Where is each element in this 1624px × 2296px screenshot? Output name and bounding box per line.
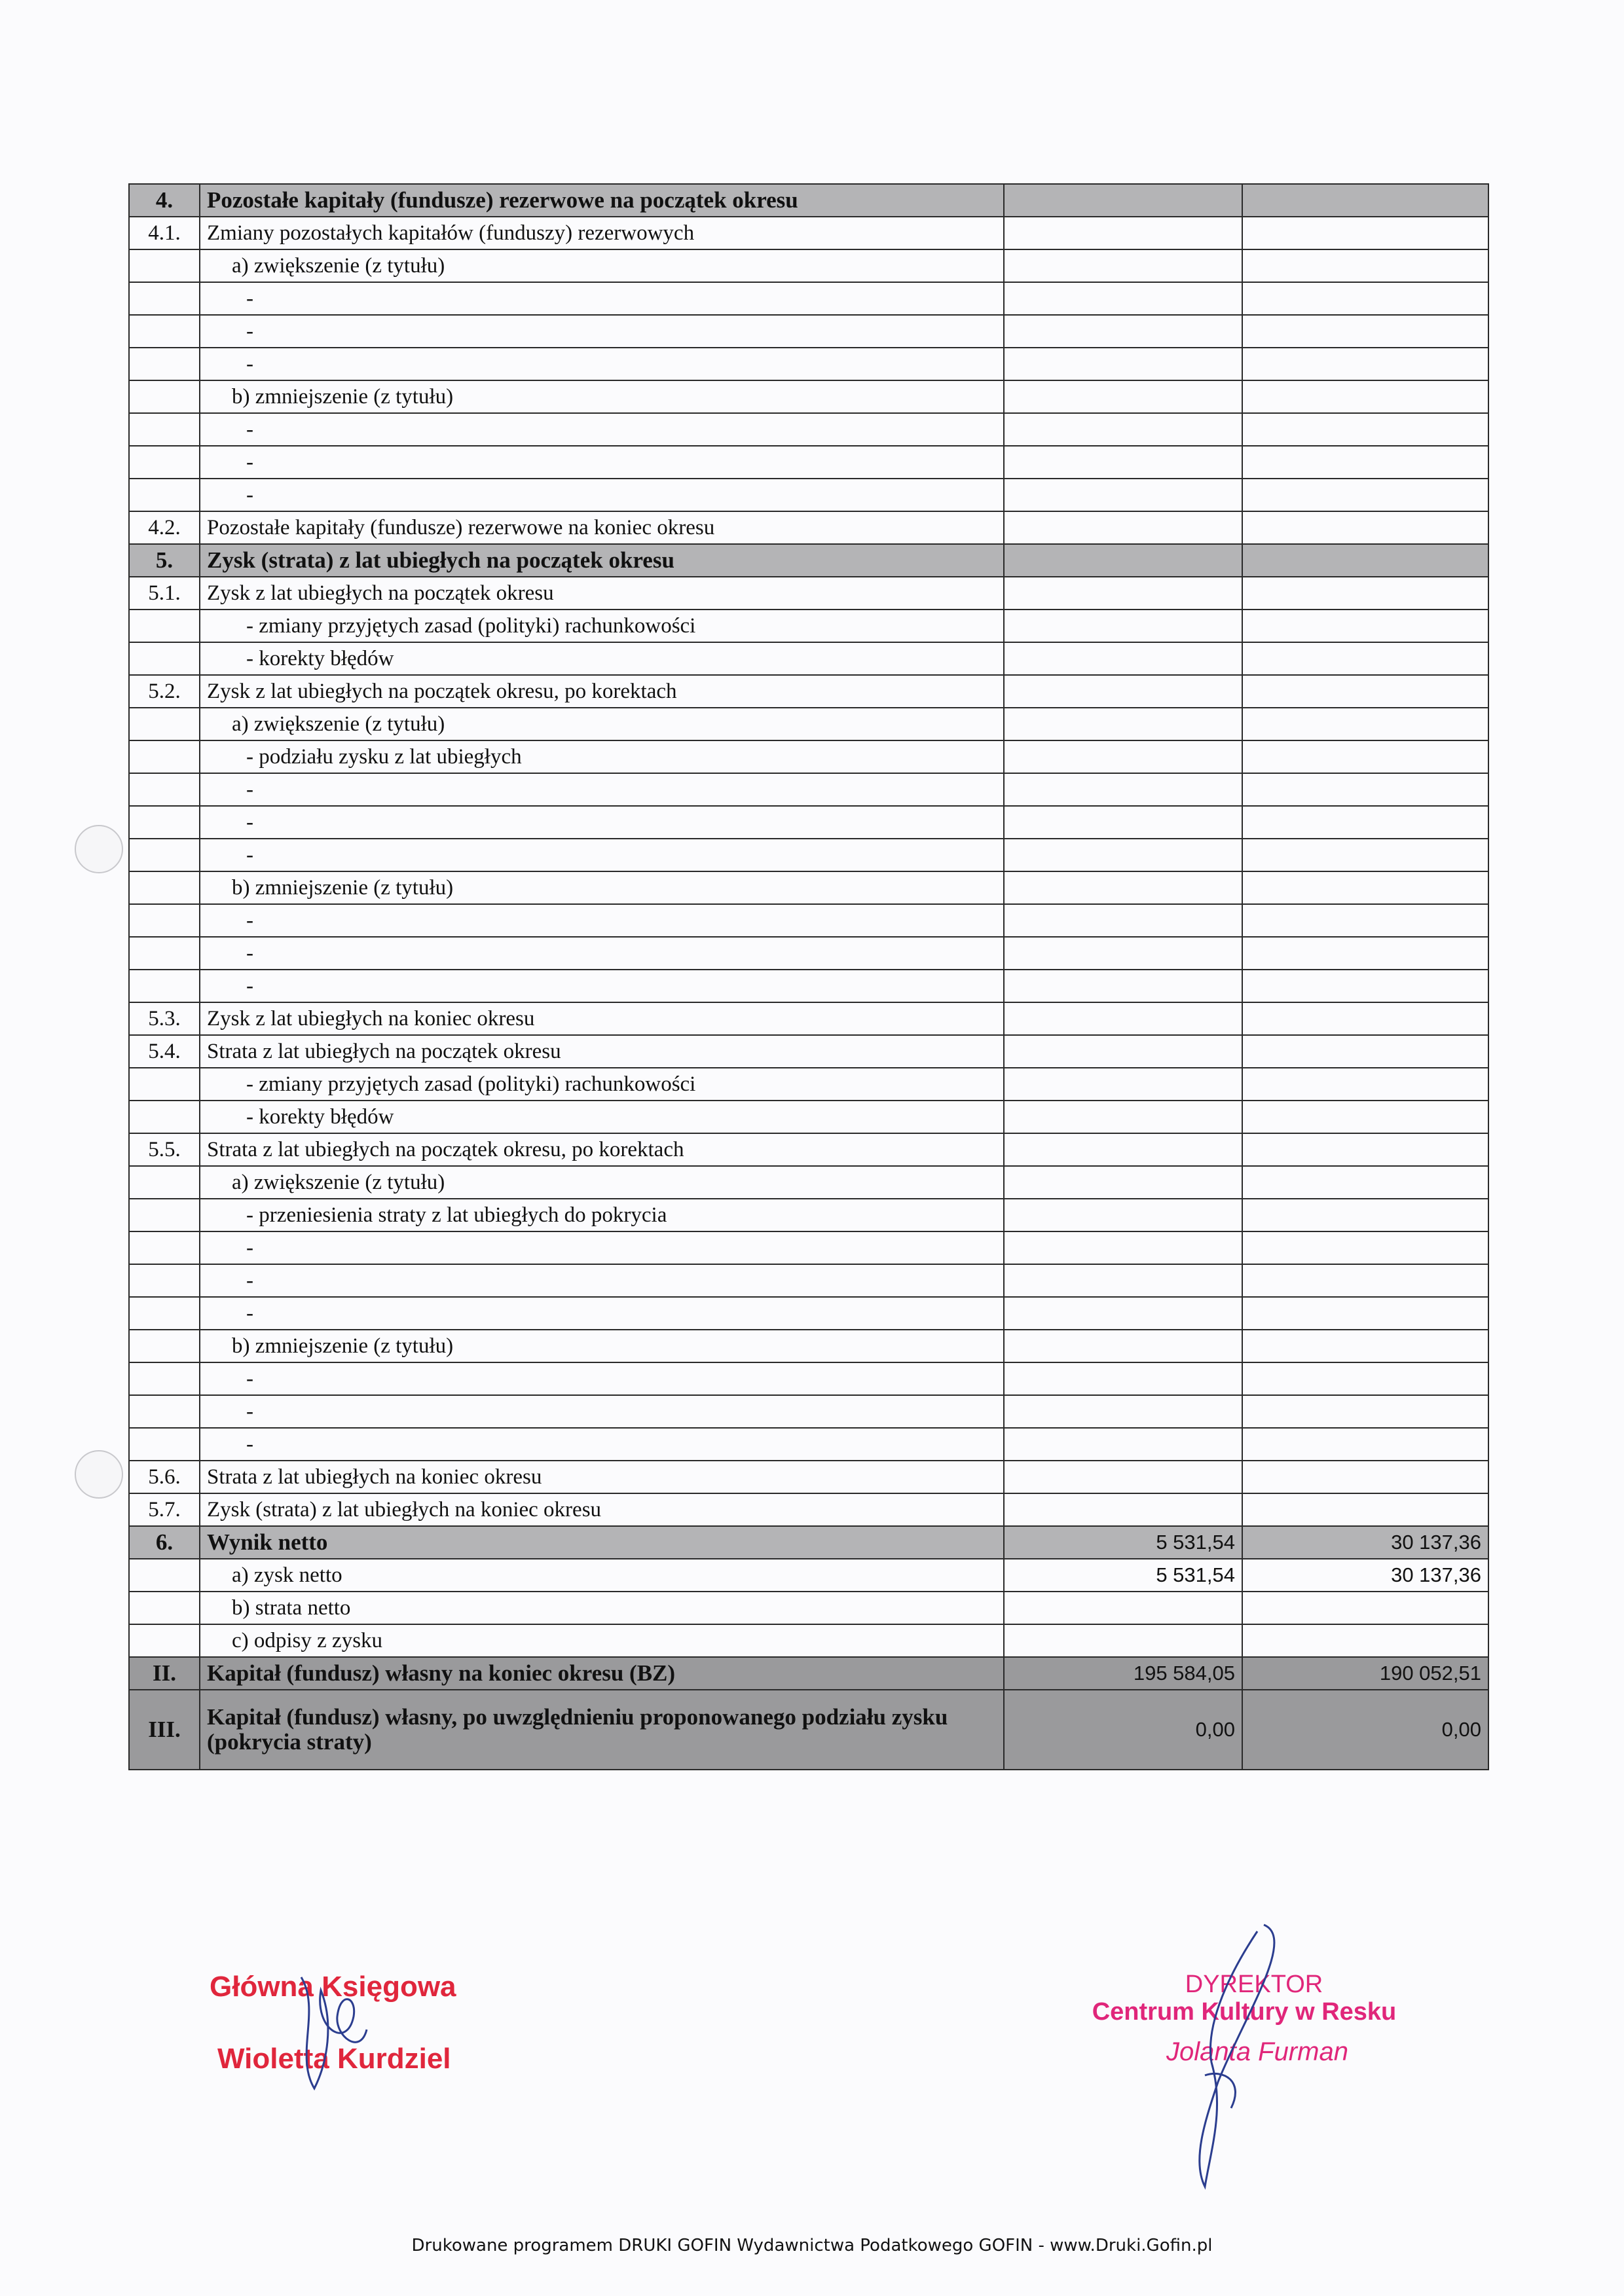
current-year-value-cell — [1004, 577, 1242, 610]
previous-year-value-cell — [1242, 740, 1488, 773]
accountant-stamp-title: Główna Księgowa — [210, 1971, 456, 2003]
current-year-value-cell — [1004, 904, 1242, 937]
current-year-value-cell — [1004, 1493, 1242, 1526]
director-signature — [1166, 1912, 1297, 2206]
row-number-cell — [129, 904, 200, 937]
table-row — [129, 1526, 1488, 1559]
table-row — [129, 380, 1488, 413]
table-row — [129, 1264, 1488, 1297]
row-number-cell — [129, 1362, 200, 1395]
row-number-cell — [129, 839, 200, 871]
table-row — [129, 871, 1488, 904]
current-year-value-cell — [1004, 479, 1242, 511]
current-year-value-cell — [1004, 970, 1242, 1002]
current-year-value-cell — [1004, 839, 1242, 871]
table-row — [129, 282, 1488, 315]
current-year-value-cell — [1004, 1231, 1242, 1264]
row-label-cell: Kapitał (fundusz) własny, po uwzględnieniu proponowanego podziału zysku (pokrycia straty) — [200, 1690, 1004, 1770]
previous-year-value-cell — [1242, 970, 1488, 1002]
row-number-cell — [129, 970, 200, 1002]
current-year-value-cell — [1004, 1428, 1242, 1461]
row-number-cell — [129, 413, 200, 446]
previous-year-value-cell — [1242, 708, 1488, 740]
current-year-value-cell — [1004, 1101, 1242, 1133]
row-label-cell: - — [200, 970, 1004, 1002]
table-row — [129, 479, 1488, 511]
table-row — [129, 315, 1488, 348]
table-row — [129, 839, 1488, 871]
row-number-cell — [129, 1297, 200, 1330]
previous-year-value-cell — [1242, 1461, 1488, 1493]
previous-year-value-cell — [1242, 642, 1488, 675]
row-label-cell: a) zwiększenie (z tytułu) — [200, 249, 1004, 282]
previous-year-value-cell — [1242, 1592, 1488, 1624]
previous-year-value-cell — [1242, 544, 1488, 577]
director-stamp-name: Jolanta Furman — [1166, 2037, 1348, 2066]
row-number-cell — [129, 479, 200, 511]
current-year-value-cell — [1004, 1035, 1242, 1068]
previous-year-value-cell — [1242, 511, 1488, 544]
row-label-cell: b) zmniejszenie (z tytułu) — [200, 871, 1004, 904]
current-year-value-cell — [1004, 1461, 1242, 1493]
current-year-value-cell — [1004, 184, 1242, 217]
previous-year-value-cell: 30 137,36 — [1242, 1526, 1488, 1559]
row-label-cell: b) zmniejszenie (z tytułu) — [200, 380, 1004, 413]
row-label-cell: b) zmniejszenie (z tytułu) — [200, 1330, 1004, 1362]
row-label-cell: - — [200, 479, 1004, 511]
row-label-cell: - — [200, 773, 1004, 806]
row-number-cell: 5.2. — [129, 675, 200, 708]
row-label-cell: Strata z lat ubiegłych na początek okresu — [200, 1035, 1004, 1068]
row-number-cell — [129, 1068, 200, 1101]
current-year-value-cell — [1004, 1199, 1242, 1231]
previous-year-value-cell — [1242, 1493, 1488, 1526]
row-label-cell: - — [200, 282, 1004, 315]
previous-year-value-cell: 30 137,36 — [1242, 1559, 1488, 1592]
row-label-cell: - — [200, 1231, 1004, 1264]
row-label-cell: - — [200, 446, 1004, 479]
row-number-cell: 5.4. — [129, 1035, 200, 1068]
row-label-cell: - zmiany przyjętych zasad (polityki) rachunkowości — [200, 610, 1004, 642]
row-number-cell: 5.3. — [129, 1002, 200, 1035]
row-number-cell — [129, 708, 200, 740]
previous-year-value-cell — [1242, 1330, 1488, 1362]
previous-year-value-cell — [1242, 773, 1488, 806]
row-number-cell — [129, 806, 200, 839]
previous-year-value-cell — [1242, 937, 1488, 970]
table-row — [129, 184, 1488, 217]
row-number-cell — [129, 1624, 200, 1657]
row-number-cell: 5.5. — [129, 1133, 200, 1166]
previous-year-value-cell — [1242, 1002, 1488, 1035]
previous-year-value-cell — [1242, 610, 1488, 642]
previous-year-value-cell — [1242, 871, 1488, 904]
row-label-cell: - — [200, 1297, 1004, 1330]
table-row — [129, 348, 1488, 380]
previous-year-value-cell — [1242, 184, 1488, 217]
row-number-cell — [129, 937, 200, 970]
row-number-cell: 4.2. — [129, 511, 200, 544]
current-year-value-cell: 195 584,05 — [1004, 1657, 1242, 1690]
row-label-cell: Zysk (strata) z lat ubiegłych na koniec okresu — [200, 1493, 1004, 1526]
current-year-value-cell: 0,00 — [1004, 1690, 1242, 1770]
row-label-cell: - — [200, 348, 1004, 380]
table-row — [129, 1068, 1488, 1101]
table-row — [129, 249, 1488, 282]
current-year-value-cell — [1004, 1068, 1242, 1101]
row-label-cell: Zysk (strata) z lat ubiegłych na początek okresu — [200, 544, 1004, 577]
row-number-cell — [129, 315, 200, 348]
row-number-cell: 5. — [129, 544, 200, 577]
current-year-value-cell — [1004, 1624, 1242, 1657]
previous-year-value-cell — [1242, 348, 1488, 380]
previous-year-value-cell — [1242, 1035, 1488, 1068]
row-label-cell: Strata z lat ubiegłych na początek okresu, po korektach — [200, 1133, 1004, 1166]
row-label-cell: - — [200, 1362, 1004, 1395]
table-row — [129, 1231, 1488, 1264]
row-number-cell — [129, 1101, 200, 1133]
table-row — [129, 970, 1488, 1002]
row-label-cell: a) zwiększenie (z tytułu) — [200, 1166, 1004, 1199]
previous-year-value-cell — [1242, 1133, 1488, 1166]
row-number-cell: II. — [129, 1657, 200, 1690]
row-label-cell: Strata z lat ubiegłych na koniec okresu — [200, 1461, 1004, 1493]
row-label-cell: Wynik netto — [200, 1526, 1004, 1559]
current-year-value-cell — [1004, 675, 1242, 708]
table-row — [129, 675, 1488, 708]
punch-hole — [75, 1450, 123, 1499]
current-year-value-cell — [1004, 1264, 1242, 1297]
current-year-value-cell — [1004, 871, 1242, 904]
current-year-value-cell — [1004, 511, 1242, 544]
current-year-value-cell — [1004, 1133, 1242, 1166]
table-row — [129, 1559, 1488, 1592]
row-label-cell: - podziału zysku z lat ubiegłych — [200, 740, 1004, 773]
previous-year-value-cell — [1242, 839, 1488, 871]
table-row — [129, 544, 1488, 577]
table-row — [129, 1101, 1488, 1133]
row-number-cell: III. — [129, 1690, 200, 1770]
previous-year-value-cell — [1242, 217, 1488, 249]
row-label-cell: - korekty błędów — [200, 1101, 1004, 1133]
previous-year-value-cell — [1242, 806, 1488, 839]
row-number-cell: 4. — [129, 184, 200, 217]
previous-year-value-cell — [1242, 1395, 1488, 1428]
current-year-value-cell — [1004, 1362, 1242, 1395]
row-number-cell — [129, 1592, 200, 1624]
row-label-cell: - — [200, 806, 1004, 839]
row-number-cell — [129, 1264, 200, 1297]
row-label-cell: - — [200, 1428, 1004, 1461]
table-row — [129, 1461, 1488, 1493]
current-year-value-cell — [1004, 806, 1242, 839]
current-year-value-cell — [1004, 446, 1242, 479]
row-label-cell: - — [200, 904, 1004, 937]
print-footer: Drukowane programem DRUKI GOFIN Wydawnictwa Podatkowego GOFIN - www.Druki.Gofin.pl — [411, 2236, 1213, 2255]
row-label-cell: - — [200, 315, 1004, 348]
previous-year-value-cell — [1242, 1428, 1488, 1461]
previous-year-value-cell — [1242, 1101, 1488, 1133]
row-label-cell: Pozostałe kapitały (fundusze) rezerwowe na początek okresu — [200, 184, 1004, 217]
row-number-cell — [129, 740, 200, 773]
current-year-value-cell — [1004, 1330, 1242, 1362]
current-year-value-cell: 5 531,54 — [1004, 1559, 1242, 1592]
current-year-value-cell — [1004, 217, 1242, 249]
current-year-value-cell — [1004, 544, 1242, 577]
row-number-cell — [129, 446, 200, 479]
row-label-cell: - — [200, 937, 1004, 970]
current-year-value-cell — [1004, 249, 1242, 282]
row-label-cell: Zysk z lat ubiegłych na początek okresu, po korektach — [200, 675, 1004, 708]
previous-year-value-cell — [1242, 1264, 1488, 1297]
table-row — [129, 773, 1488, 806]
current-year-value-cell — [1004, 413, 1242, 446]
table-row — [129, 740, 1488, 773]
table-row — [129, 1657, 1488, 1690]
previous-year-value-cell — [1242, 1362, 1488, 1395]
row-number-cell — [129, 348, 200, 380]
previous-year-value-cell — [1242, 904, 1488, 937]
punch-hole — [75, 825, 123, 873]
current-year-value-cell — [1004, 1395, 1242, 1428]
current-year-value-cell — [1004, 282, 1242, 315]
director-stamp-org: Centrum Kultury w Resku — [1092, 1998, 1397, 2026]
row-number-cell: 5.7. — [129, 1493, 200, 1526]
row-label-cell: Kapitał (fundusz) własny na koniec okresu (BZ) — [200, 1657, 1004, 1690]
table-row — [129, 610, 1488, 642]
current-year-value-cell — [1004, 315, 1242, 348]
row-number-cell — [129, 1166, 200, 1199]
table-row — [129, 1035, 1488, 1068]
table-row — [129, 1133, 1488, 1166]
current-year-value-cell — [1004, 773, 1242, 806]
row-number-cell — [129, 1559, 200, 1592]
row-label-cell: - korekty błędów — [200, 642, 1004, 675]
previous-year-value-cell — [1242, 249, 1488, 282]
table-row — [129, 708, 1488, 740]
row-label-cell: Zysk z lat ubiegłych na początek okresu — [200, 577, 1004, 610]
previous-year-value-cell: 0,00 — [1242, 1690, 1488, 1770]
table-row — [129, 1362, 1488, 1395]
accountant-signature — [275, 1951, 393, 2108]
table-row — [129, 577, 1488, 610]
previous-year-value-cell — [1242, 675, 1488, 708]
row-label-cell: a) zysk netto — [200, 1559, 1004, 1592]
table-row — [129, 511, 1488, 544]
row-number-cell — [129, 610, 200, 642]
row-number-cell — [129, 871, 200, 904]
row-number-cell — [129, 380, 200, 413]
table-row — [129, 413, 1488, 446]
previous-year-value-cell — [1242, 479, 1488, 511]
row-number-cell — [129, 1428, 200, 1461]
row-label-cell: - — [200, 839, 1004, 871]
row-label-cell: c) odpisy z zysku — [200, 1624, 1004, 1657]
row-number-cell — [129, 1330, 200, 1362]
row-number-cell: 6. — [129, 1526, 200, 1559]
current-year-value-cell — [1004, 610, 1242, 642]
table-row — [129, 1297, 1488, 1330]
previous-year-value-cell — [1242, 1068, 1488, 1101]
table-row — [129, 1166, 1488, 1199]
table-row — [129, 1592, 1488, 1624]
table-row — [129, 1624, 1488, 1657]
current-year-value-cell — [1004, 740, 1242, 773]
previous-year-value-cell — [1242, 1199, 1488, 1231]
table-row — [129, 1002, 1488, 1035]
previous-year-value-cell — [1242, 1166, 1488, 1199]
row-label-cell: Zysk z lat ubiegłych na koniec okresu — [200, 1002, 1004, 1035]
previous-year-value-cell: 190 052,51 — [1242, 1657, 1488, 1690]
row-label-cell: - — [200, 1264, 1004, 1297]
previous-year-value-cell — [1242, 1297, 1488, 1330]
row-number-cell — [129, 1199, 200, 1231]
row-label-cell: - — [200, 413, 1004, 446]
equity-changes-table — [128, 183, 1489, 1770]
row-number-cell — [129, 773, 200, 806]
previous-year-value-cell — [1242, 315, 1488, 348]
current-year-value-cell — [1004, 708, 1242, 740]
row-number-cell — [129, 1395, 200, 1428]
table-row — [129, 642, 1488, 675]
current-year-value-cell: 5 531,54 — [1004, 1526, 1242, 1559]
row-label-cell: b) strata netto — [200, 1592, 1004, 1624]
current-year-value-cell — [1004, 380, 1242, 413]
table-row — [129, 937, 1488, 970]
previous-year-value-cell — [1242, 446, 1488, 479]
table-row — [129, 1493, 1488, 1526]
row-label-cell: Zmiany pozostałych kapitałów (funduszy) rezerwowych — [200, 217, 1004, 249]
table-row — [129, 217, 1488, 249]
previous-year-value-cell — [1242, 1231, 1488, 1264]
previous-year-value-cell — [1242, 1624, 1488, 1657]
previous-year-value-cell — [1242, 282, 1488, 315]
row-number-cell: 5.6. — [129, 1461, 200, 1493]
current-year-value-cell — [1004, 642, 1242, 675]
accountant-stamp-name: Wioletta Kurdziel — [217, 2043, 451, 2075]
row-label-cell: - przeniesienia straty z lat ubiegłych do pokrycia — [200, 1199, 1004, 1231]
current-year-value-cell — [1004, 937, 1242, 970]
row-number-cell — [129, 642, 200, 675]
row-number-cell — [129, 1231, 200, 1264]
row-number-cell — [129, 249, 200, 282]
table-row — [129, 1395, 1488, 1428]
current-year-value-cell — [1004, 1002, 1242, 1035]
previous-year-value-cell — [1242, 380, 1488, 413]
table-row — [129, 904, 1488, 937]
table-row — [129, 446, 1488, 479]
row-number-cell: 4.1. — [129, 217, 200, 249]
table-row — [129, 1428, 1488, 1461]
row-label-cell: - zmiany przyjętych zasad (polityki) rachunkowości — [200, 1068, 1004, 1101]
previous-year-value-cell — [1242, 413, 1488, 446]
previous-year-value-cell — [1242, 577, 1488, 610]
current-year-value-cell — [1004, 1166, 1242, 1199]
row-label-cell: - — [200, 1395, 1004, 1428]
row-label-cell: Pozostałe kapitały (fundusze) rezerwowe na koniec okresu — [200, 511, 1004, 544]
current-year-value-cell — [1004, 348, 1242, 380]
row-number-cell — [129, 282, 200, 315]
row-label-cell: a) zwiększenie (z tytułu) — [200, 708, 1004, 740]
current-year-value-cell — [1004, 1592, 1242, 1624]
director-stamp-title: DYREKTOR — [1185, 1971, 1323, 1998]
table-row — [129, 1690, 1488, 1770]
table-row — [129, 1199, 1488, 1231]
table-row — [129, 1330, 1488, 1362]
row-number-cell: 5.1. — [129, 577, 200, 610]
current-year-value-cell — [1004, 1297, 1242, 1330]
table-row — [129, 806, 1488, 839]
